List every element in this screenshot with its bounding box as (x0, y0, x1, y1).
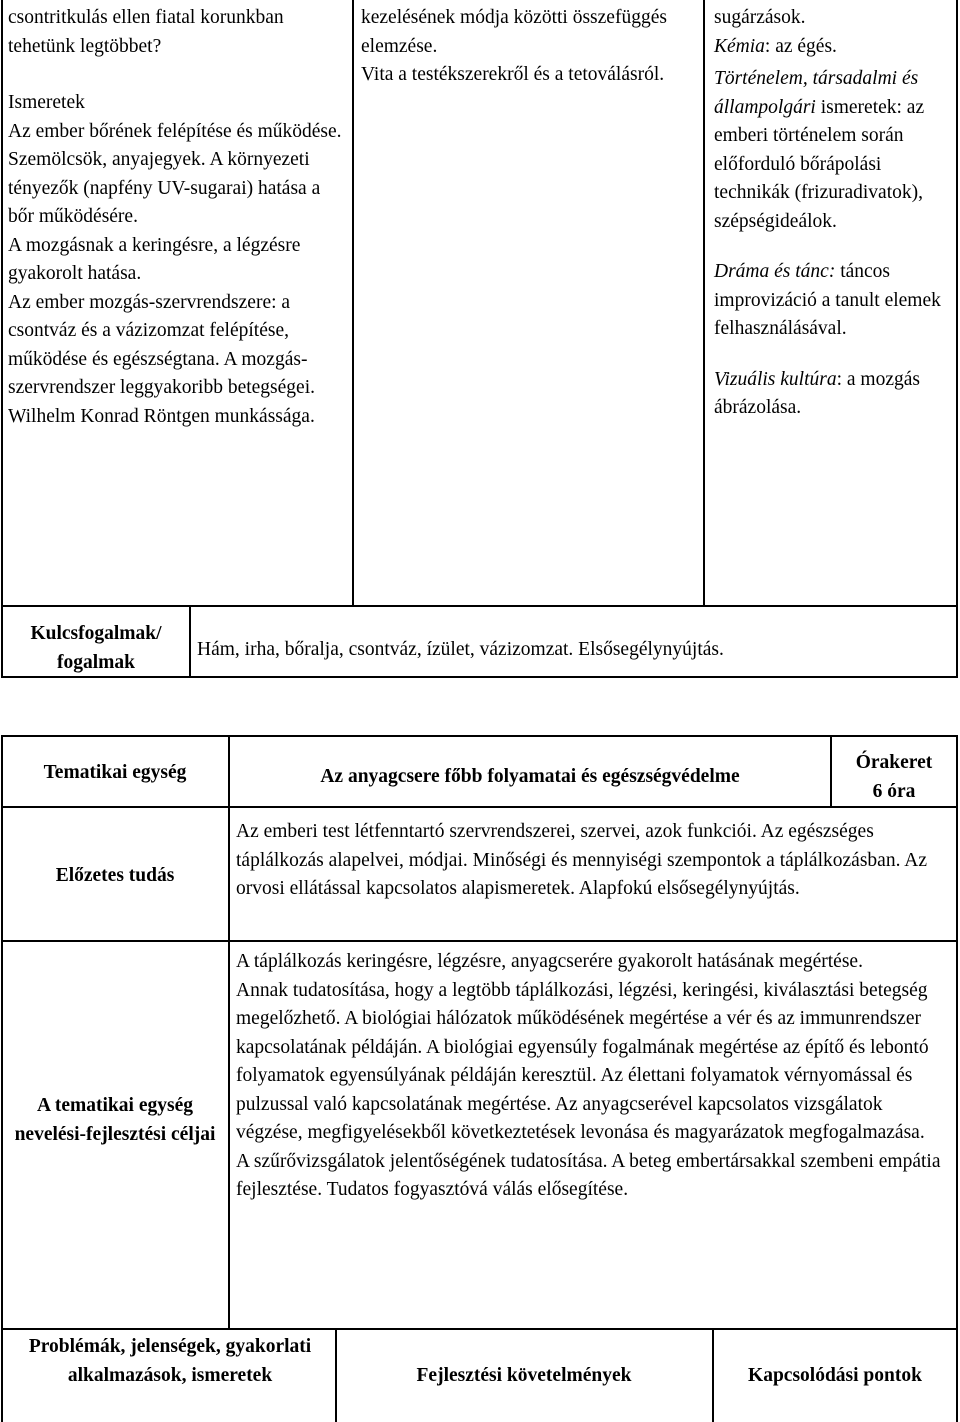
column-header-problems: Problémák, jelenségek, gyakorlati alkalmazások, ismeretek (28, 1336, 312, 1386)
goal-paragraph: A szűrővizsgálatok jelentőségének tudatosítása. A beteg embertársakkal szembeni empátia fejlesztése. Tudatos fogyasztóvá válás elősegítése. (236, 1150, 941, 1200)
connection-visual: Vizuális kultúra: a mozgás ábrázolása. (714, 368, 920, 418)
knowledge-heading: Ismeretek (8, 92, 85, 113)
connection-text: sugárzások. (714, 7, 806, 28)
unit-title: Az anyagcsere főbb folyamatai és egészségvédelme (320, 766, 740, 787)
connection-drama: Dráma és tánc: táncos improvizáció a tanult elemek felhasználásával. (714, 261, 941, 339)
goals-label: A tematikai egység nevelési-fejlesztési céljai (14, 1095, 216, 1145)
prior-knowledge-text: Az emberi test létfenntartó szervrendszerei, szervei, azok funkciói. Az egészséges táplálkozás alapelvei, módjai. Minőségi és mennyiségi szempontok a táplálkozásban. Az orvosi ellátással kapcsolatos alapismeretek. Alapfokú elsősegélynyújtás. (236, 821, 927, 899)
goal-paragraph: Annak tudatosítása, hogy a legtöbb táplálkozási, légzési, keringési, kiválasztási betegség megelőzhető. A biológiai hálózatok működésének megértése a vér és az immunrendszer kapcsolatának példáján. A biológiai egyensúly fogalmának megértése az építő és lebontó folyamatok egyensúlyának példáján keresztül. Az élettani folyamatok vérnyomással és pulzussal való kapcsolatának megértése. Az anyagcserével kapcsolatos vizsgálatok végzése, megfigyelésekből következtetések levonása és magyarázatok megfogalmazása. (236, 979, 929, 1143)
prior-knowledge-label: Előzetes tudás (55, 865, 175, 886)
knowledge-item: Wilhelm Konrad Röntgen munkássága. (8, 405, 315, 427)
requirements-column (361, 4, 697, 90)
connection-chemistry: Kémia: az égés. (714, 35, 837, 57)
connections-column (714, 4, 952, 423)
subject-label: Vizuális kultúra (714, 368, 837, 390)
goal-paragraph: A táplálkozás keringésre, légzésre, anyagcserére gyakorolt hatásának megértése. (236, 951, 863, 972)
subject-label: Kémia (714, 35, 765, 57)
goals-text (236, 948, 950, 1205)
column-header-connections: Kapcsolódási pontok (748, 1365, 922, 1386)
knowledge-item: Az ember bőrének felépítése és működése. Szemölcsök, anyajegyek. A környezeti tényezők (napfény UV-sugarai) hatása a bőr működésére. (8, 120, 342, 227)
subject-label: Dráma és tánc: (714, 261, 836, 282)
connection-history: Történelem, társadalmi és állampolgári ismeretek: az emberi történelem során előforduló bőrápolási technikák (frizuradivatok), szépségideálok. (714, 68, 925, 232)
hours-label: Órakeret (855, 752, 933, 773)
column-header-requirements: Fejlesztési követelmények (416, 1365, 632, 1386)
subject-label: Történelem, társadalmi és állampolgári (714, 68, 919, 118)
key-concepts-value: Hám, irha, bőralja, csontváz, ízület, vázizomzat. Elsősegélynyújtás. (197, 639, 724, 660)
knowledge-column (8, 4, 346, 431)
requirement-text: kezelésének módja közötti összefüggés elemzése. (361, 7, 667, 57)
hours-value: 6 óra (872, 781, 916, 802)
key-concepts-label: Kulcsfogalmak/ fogalmak (30, 623, 162, 673)
column-intro-text: csontritkulás ellen fiatal korunkban tehetünk legtöbbet? (8, 7, 284, 57)
knowledge-item: Az ember mozgás-szervrendszere: a csontváz és a vázizomzat felépítése, működése és egészségtana. A mozgás-szervrendszer leggyakoribb betegségei. (8, 291, 315, 398)
knowledge-item: A mozgásnak a keringésre, a légzésre gyakorolt hatása. (8, 234, 301, 284)
requirement-text: Vita a testékszerekről és a tetoválásról. (361, 64, 665, 85)
unit-label: Tematikai egység (43, 762, 187, 783)
